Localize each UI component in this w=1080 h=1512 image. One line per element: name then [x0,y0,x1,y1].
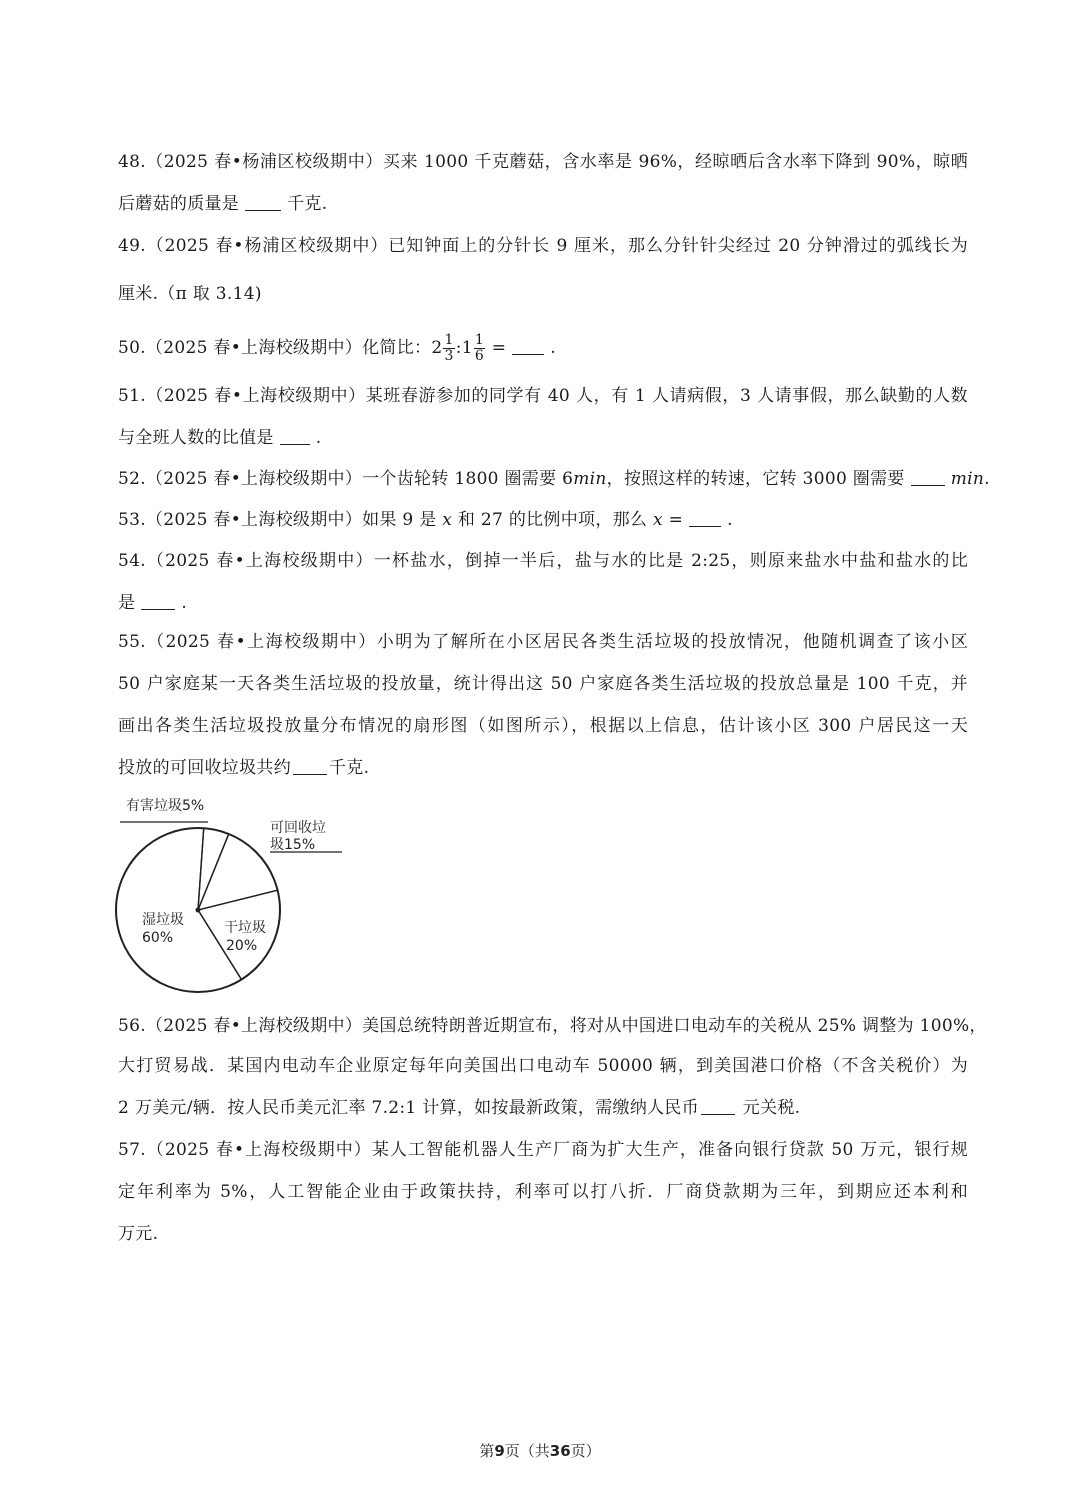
q57-line2: 定年利率为 5%，人工智能企业由于政策扶持，利率可以打八折．厂商贷款期为三年，到期应还本利和 [118,1182,968,1202]
page-number: 9 [494,1442,505,1460]
q57-line3: 万元. [118,1224,159,1244]
q56-line3: 2 万美元/辆．按人民币美元汇率 7.2:1 计算，如按最新政策，需缴纳人民币 元关税. [118,1098,801,1118]
q55-line3: 画出各类生活垃圾投放量分布情况的扇形图（如图所示），根据以上信息，估计该小区 300 户居民这一天 [118,716,968,736]
q54-line1: 54.（2025 春•上海校级期中）一杯盐水，倒掉一半后，盐与水的比是 2:25，则原来盐水中盐和盐水的比 [118,551,968,571]
q53-line: 53.（2025 春•上海校级期中）如果 9 是 x 和 27 的比例中项，那么 x = . [118,510,733,530]
label-dry-line2: 20% [226,938,258,954]
q56-line1: 56.（2025 春•上海校级期中）美国总统特朗普近期宣布，将对从中国进口电动车的关税从 25% 调整为 100%， [118,1016,987,1036]
answer-blank [512,336,544,355]
pie-slice-可回收垃圾 [198,834,278,910]
answer-blank [701,1096,735,1115]
answer-blank [911,467,945,486]
answer-blank [245,192,281,211]
q51-line2: 与全班人数的比值是 . [118,428,322,448]
label-wet-line1: 湿垃圾 [142,912,184,928]
answer-blank [293,756,327,775]
label-wet-line2: 60% [142,930,174,946]
q52-line: 52.（2025 春•上海校级期中）一个齿轮转 1800 圈需要 6min，按照这样的转速，它转 3000 圈需要 min. [118,469,990,489]
answer-blank [280,426,310,445]
q57-line1: 57.（2025 春•上海校级期中）某人工智能机器人生产厂商为扩大生产，准备向银行贷款 50 万元，银行规 [118,1140,968,1160]
q55-line1: 55.（2025 春•上海校级期中）小明为了解所在小区居民各类生活垃圾的投放情况，他随机调查了该小区 [118,632,968,652]
pie-slice-湿垃圾 [116,828,241,992]
fraction: $\frac{1}{6}$ [474,332,485,364]
q51-line1: 51.（2025 春•上海校级期中）某班春游参加的同学有 40 人，有 1 人请病假，3 人请事假，那么缺勤的人数 [118,386,968,406]
q56-line2: 大打贸易战．某国内电动车企业原定每年向美国出口电动车 50000 辆，到美国港口价格（不含关税价）为 [118,1056,968,1076]
fraction: $\frac{1}{3}$ [444,332,454,364]
q54-line2: 是 . [118,593,188,613]
q55-line4: 投放的可回收垃圾共约 千克. [118,758,370,778]
q48-line1: 48.（2025 春•杨浦区校级期中）买来 1000 千克蘑菇，含水率是 96%，经晾晒后含水率下降到 90%，晾晒 [118,152,968,172]
pie-center [196,908,201,913]
answer-blank [689,508,721,527]
q55-line2: 50 户家庭某一天各类生活垃圾的投放量，统计得出这 50 户家庭各类生活垃圾的投放总量是 100 千克，并 [118,674,968,694]
q48-line2: 后蘑菇的质量是 千克. [118,194,328,214]
answer-blank [141,591,175,610]
label-recyclable-line2: 圾15% [270,837,316,853]
label-dry-line1: 干垃圾 [224,920,266,936]
q50-line: 50.（2025 春•上海校级期中）化简比：2 $\frac{1}{3}$ :1 $\frac{1}{6}$ = . [118,332,557,364]
q49-line1: 49.（2025 春•杨浦区校级期中）已知钟面上的分针长 9 厘米，那么分针针尖经过 20 分钟滑过的弧线长为 [118,236,968,256]
label-hazardous: 有害垃圾5% [126,798,205,814]
pie-chart [110,788,360,998]
q49-line2: 厘米.（π 取 3.14) [118,284,262,304]
page-footer: 第9页（共36页） [479,1442,601,1460]
label-recyclable-line1: 可回收垃 [270,820,326,836]
page-total: 36 [549,1442,571,1460]
